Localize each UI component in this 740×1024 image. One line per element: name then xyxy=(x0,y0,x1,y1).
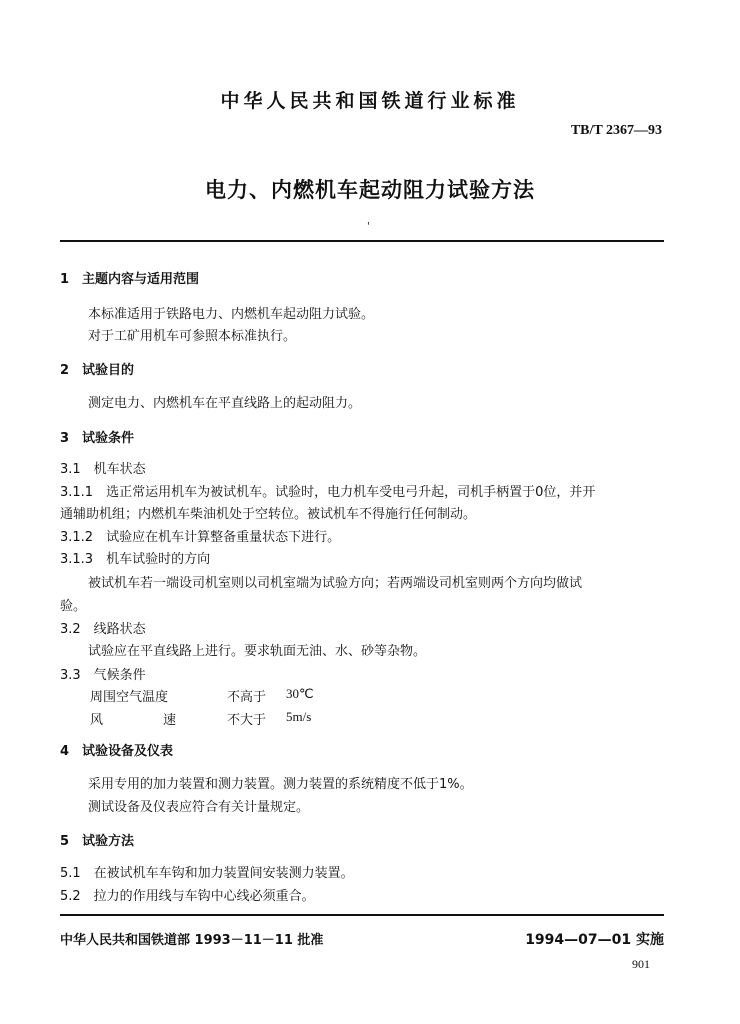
approval-line: 中华人民共和国铁道部 1993－11－11 批准 xyxy=(60,933,324,948)
section-2-line-1: 测定电力、内燃机车在平直线路上的起动阻力。 xyxy=(88,396,362,411)
section-1-line-1: 本标准适用于铁路电力、内燃机车起动阻力试验。 xyxy=(88,307,375,322)
section-4-heading xyxy=(60,740,173,759)
climate-row-2-name-a: 风 xyxy=(90,713,104,728)
clause-3-2: 3.2 线路状态 xyxy=(60,622,146,637)
climate-row-1-name: 周围空气温度 xyxy=(90,690,169,705)
section-3-heading xyxy=(60,427,134,446)
climate-row-2-value: 5m/s xyxy=(286,709,312,724)
section-5-heading xyxy=(60,830,134,849)
clause-3-1-3-line-2: 验。 xyxy=(60,599,87,614)
section-2-title: 试验目的 xyxy=(82,363,135,378)
climate-row-2-name-b: 速 xyxy=(163,713,177,728)
section-1-title: 主题内容与适用范围 xyxy=(82,272,200,287)
document-title: 电力、内燃机车起动阻力试验方法 xyxy=(205,178,535,202)
section-1-number: 1 xyxy=(60,272,70,287)
standard-number: TB/T 2367—93 xyxy=(570,123,662,138)
clause-3-2-line-1: 试验应在平直线路上进行。要求轨面无油、水、砂等杂物。 xyxy=(88,644,427,659)
section-4-number: 4 xyxy=(60,744,70,759)
section-3-title: 试验条件 xyxy=(82,431,135,446)
scan-speck: ' xyxy=(367,221,370,232)
section-4-title: 试验设备及仪表 xyxy=(82,744,174,759)
clause-5-2: 5.2 拉力的作用线与车钩中心线必须重合。 xyxy=(60,889,315,904)
climate-row-1-condition: 不高于 xyxy=(227,690,267,705)
title-divider xyxy=(60,240,664,242)
section-3-number: 3 xyxy=(60,431,70,446)
section-4-line-2: 测试设备及仪表应符合有关计量规定。 xyxy=(88,800,310,815)
clause-3-1-1-line-2: 通辅助机组；内燃机车柴油机处于空转位。被试机车不得施行任何制动。 xyxy=(60,507,477,522)
page-number: 901 xyxy=(632,957,650,971)
section-2-heading xyxy=(60,359,134,378)
implementation-date: 1994—07—01 实施 xyxy=(525,932,664,948)
section-1-heading xyxy=(60,268,199,287)
climate-row-1-value: 30℃ xyxy=(286,686,314,701)
clause-3-3: 3.3 气候条件 xyxy=(60,668,146,683)
clause-3-1-1-line-1: 3.1.1 选正常运用机车为被试机车。试验时，电力机车受电弓升起，司机手柄置于0位，并开 xyxy=(60,485,596,500)
section-5-title: 试验方法 xyxy=(82,834,135,849)
section-4-line-1: 采用专用的加力装置和测力装置。测力装置的系统精度不低于1%。 xyxy=(88,777,473,792)
clause-3-1-3-line-1: 被试机车若一端设司机室则以司机室端为试验方向；若两端设司机室则两个方向均做试 xyxy=(88,576,583,591)
footer-divider xyxy=(60,914,664,916)
issuing-authority-header: 中华人民共和国铁道行业标准 xyxy=(220,90,520,112)
clause-3-1: 3.1 机车状态 xyxy=(60,462,146,477)
clause-5-1: 5.1 在被试机车车钩和加力装置间安装测力装置。 xyxy=(60,866,354,881)
climate-row-2-condition: 不大于 xyxy=(227,713,267,728)
clause-3-1-2: 3.1.2 试验应在机车计算整备重量状态下进行。 xyxy=(60,530,341,545)
section-1-line-2: 对于工矿用机车可参照本标准执行。 xyxy=(88,329,297,344)
section-5-number: 5 xyxy=(60,834,70,849)
clause-3-1-3: 3.1.3 机车试验时的方向 xyxy=(60,552,211,567)
section-2-number: 2 xyxy=(60,363,70,378)
